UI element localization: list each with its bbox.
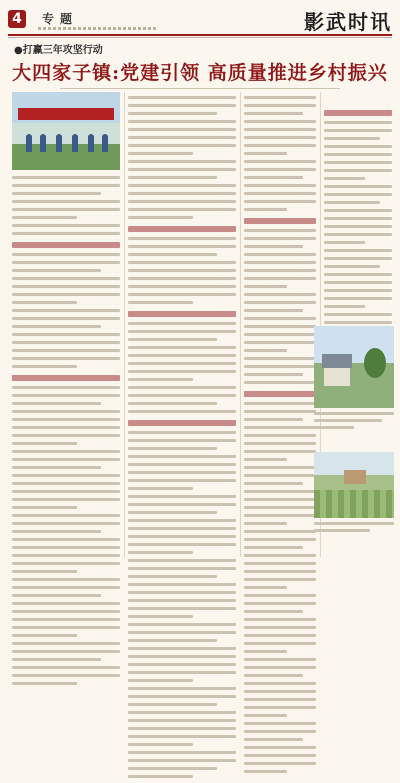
village-photo-caption [314, 412, 394, 433]
farmland-photo-caption [314, 522, 394, 536]
masthead [8, 6, 392, 34]
article-column-1 [12, 176, 120, 690]
section-subhead [12, 242, 120, 248]
page-number-badge: 4 [8, 10, 26, 28]
village-photo [314, 326, 394, 408]
section-label: 专题 [42, 12, 79, 26]
headline-rule [60, 88, 340, 89]
article-column-3 [244, 96, 316, 778]
masthead-rule [8, 34, 392, 36]
issue-info-line [38, 27, 158, 30]
topic-tag [14, 41, 103, 56]
photo-banner [18, 108, 114, 120]
farmland-photo [314, 452, 394, 518]
topic-label: ●打赢三年攻坚行动 [14, 45, 103, 56]
article-headline: 大四家子镇:党建引领 高质量推进乡村振兴 [12, 62, 388, 84]
main-photo [12, 92, 120, 170]
article-column-2 [128, 96, 236, 783]
paper-name-logo: 影武时讯 [304, 10, 392, 34]
